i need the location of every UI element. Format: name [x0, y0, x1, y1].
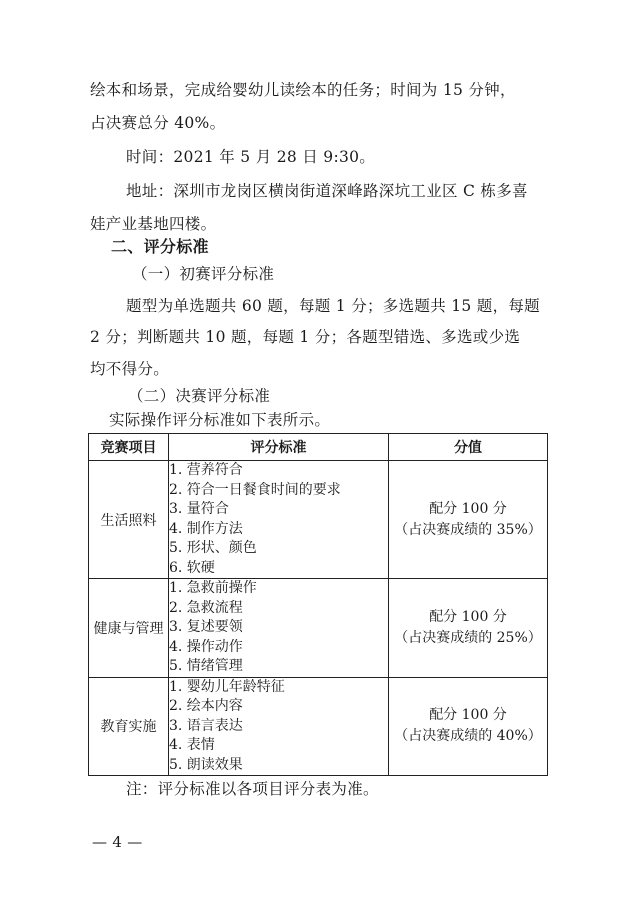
criterion-item: 4. 操作动作: [169, 638, 243, 655]
table-intro: 实际操作评分标准如下表所示。: [109, 411, 331, 429]
criterion-item: 3. 复述要领: [169, 619, 243, 635]
table-note: 注：评分标准以各项目评分表为准。: [126, 780, 379, 798]
criterion-item: 3. 语言表达: [169, 717, 243, 734]
table-row: [89, 579, 548, 678]
criterion-item: 5. 朗读效果: [169, 756, 243, 773]
criterion-item: 2. 符合一日餐食时间的要求: [169, 481, 341, 498]
score-value: 配分 100 分: [429, 707, 507, 724]
score-share: （占决赛成绩的 35%）: [394, 521, 542, 538]
criterion-item: 5. 形状、颜色: [169, 540, 257, 556]
score-share: （占决赛成绩的 40%）: [394, 728, 542, 745]
criterion-item: 1. 急救前操作: [169, 580, 257, 596]
address-line: 地址：深圳市龙岗区横岗街道深峰路深坑工业区 C 栋多喜: [126, 182, 528, 200]
table-header-row: [89, 434, 548, 461]
table-row: [89, 677, 548, 776]
criterion-item: 1. 营养符合: [169, 462, 243, 478]
criterion-item: 3. 量符合: [169, 501, 229, 517]
criterion-item: 5. 情绪管理: [169, 658, 243, 674]
subsection-heading-preliminary: （一）初赛评分标准: [132, 265, 275, 283]
scoring-table: [88, 433, 548, 776]
column-header: 分值: [389, 434, 548, 461]
paragraph-line: 题型为单选题共 60 题，每题 1 分；多选题共 15 题，每题: [126, 297, 540, 315]
paragraph-line: 2 分；判断题共 10 题，每题 1 分；各题型错选、多选或少选: [90, 328, 521, 346]
column-header: 评分标准: [169, 434, 389, 461]
score-cell: [389, 461, 548, 579]
criteria-cell: [169, 579, 389, 678]
time-line: 时间：2021 年 5 月 28 日 9:30。: [126, 148, 376, 166]
paragraph-line: 均不得分。: [90, 360, 170, 378]
address-line: 娃产业基地四楼。: [90, 215, 217, 233]
score-cell: [389, 677, 548, 776]
category-cell: 生活照料: [89, 461, 169, 579]
section-heading: 二、评分标准: [111, 237, 209, 256]
score-value: 配分 100 分: [429, 500, 507, 517]
paragraph-line: 占决赛总分 40%。: [90, 114, 226, 132]
category-cell: 教育实施: [89, 677, 169, 776]
score-cell: [389, 579, 548, 678]
score-value: 配分 100 分: [429, 608, 507, 625]
subsection-heading-final: （二）决赛评分标准: [128, 387, 271, 405]
criterion-item: 4. 表情: [169, 737, 215, 753]
criterion-item: 2. 急救流程: [169, 599, 243, 616]
paragraph-line: 绘本和场景，完成给婴幼儿读绘本的任务；时间为 15 分钟，: [90, 81, 516, 99]
criteria-cell: [169, 677, 389, 776]
criterion-item: 6. 软硬: [169, 559, 215, 576]
category-cell: 健康与管理: [89, 579, 169, 678]
page-number: — 4 —: [92, 833, 143, 851]
table-row: [89, 461, 548, 579]
column-header: 竞赛项目: [89, 434, 169, 461]
criterion-item: 2. 绘本内容: [169, 698, 243, 714]
criterion-item: 1. 婴幼儿年龄特征: [169, 678, 285, 695]
criteria-cell: [169, 461, 389, 579]
score-share: （占决赛成绩的 25%）: [394, 629, 542, 646]
criterion-item: 4. 制作方法: [169, 520, 243, 537]
